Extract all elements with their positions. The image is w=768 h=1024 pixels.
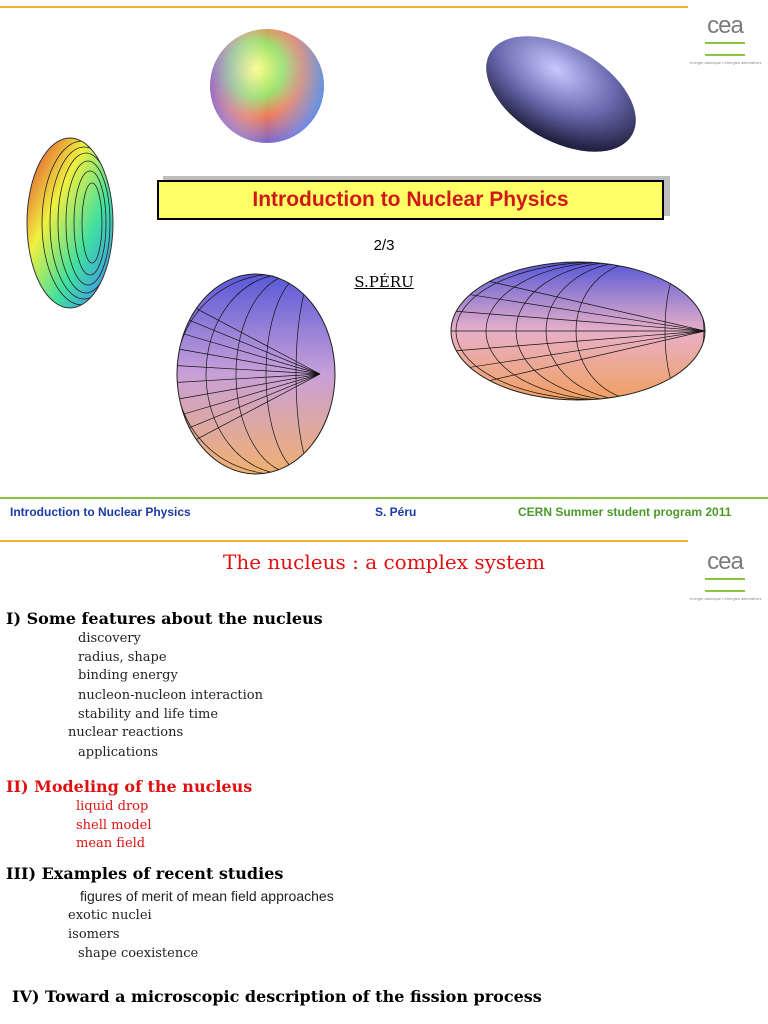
list-item: isomers [68,927,120,942]
list-item: stability and life time [78,707,219,722]
list-item: nucleon-nucleon interaction [78,688,263,703]
contoured-ellipsoid [27,138,122,308]
list-item: discovery [78,631,141,646]
section-heading: III) Examples of recent studies [6,864,284,883]
list-item: figures of merit of mean field approaches [80,888,334,904]
section-heading: IV) Toward a microscopic description of the fission process [12,987,542,1006]
slide2-title: The nucleus : a complex system [222,550,546,574]
section-heading: I) Some features about the nucleus [6,609,323,628]
list-item: applications [78,745,158,760]
part-number: 2/3 [373,237,395,254]
prolate-nucleus [466,12,655,175]
author-name: S.PÉRU [354,273,414,291]
footer-right: CERN Summer student program 2011 [518,505,732,519]
list-item: binding energy [78,668,178,683]
list-item: exotic nuclei [68,908,152,923]
list-item: shape coexistence [78,946,199,961]
list-item: radius, shape [78,650,167,665]
slide2-top-rule [0,540,688,542]
list-item: liquid drop [76,799,149,814]
footer-center: S. Péru [375,505,417,519]
section-heading: II) Modeling of the nucleus [6,777,253,796]
list-item: mean field [76,836,146,851]
slide-title-box [157,180,664,220]
list-item: shell model [76,818,152,833]
colored-sphere [210,29,324,143]
slide-title: Introduction to Nuclear Physics [252,188,569,211]
list-item: nuclear reactions [68,725,184,740]
gridded-spheroid [150,274,376,474]
footer-left: Introduction to Nuclear Physics [10,505,191,519]
cea-logo-2: cea énergie atomique • énergies alternatives [690,548,762,601]
footer-rule [0,497,768,499]
gridded-ellipsoid [440,262,744,400]
cea-logo: cea énergie atomique • énergies alternatives [690,12,762,65]
